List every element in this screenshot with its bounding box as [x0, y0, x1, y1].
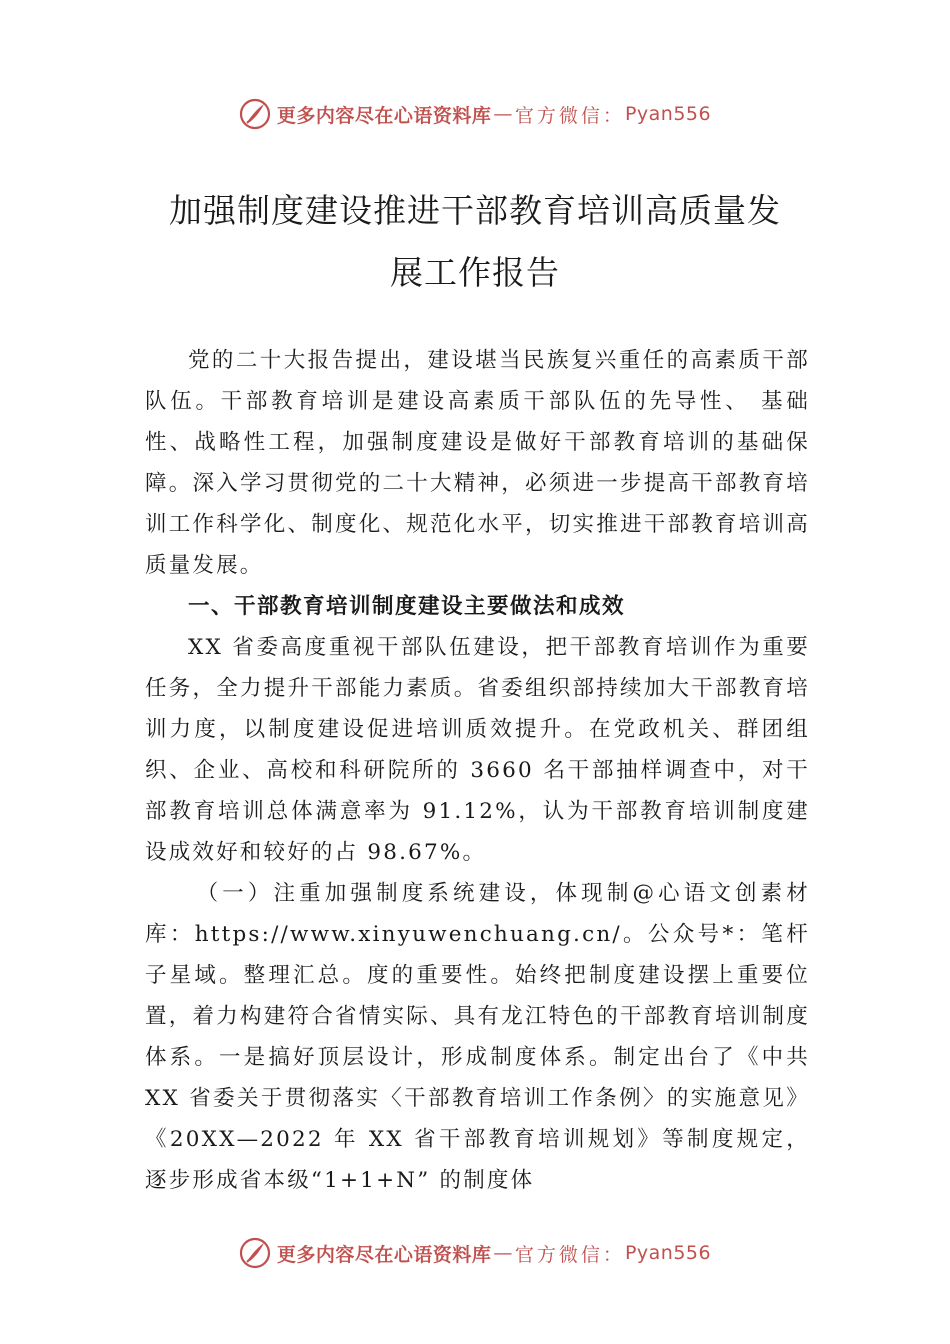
- title-line-1: 加强制度建设推进干部教育培训高质量发: [169, 191, 781, 230]
- feather-pen-logo-icon: [239, 1237, 271, 1269]
- banner-separator: —: [493, 1242, 513, 1264]
- document-title: [100, 180, 850, 304]
- banner-wechat-label: 官方微信：: [514, 104, 625, 127]
- title-line-2: 展工作报告: [390, 253, 560, 292]
- banner-wechat-id: Pyan556: [624, 1242, 712, 1264]
- footer-banner: [0, 1233, 950, 1273]
- paragraph-3: （一）注重加强制度系统建设，体现制@心语文创素材库：https://www.xinyuwenchuang.cn/。公众号*：笔杆子星域。整理汇总。度的重要性。始终把制度建设摆上重要位置，着力构建符合省情实际、具有龙江特色的干部教育培训制度体系。一是搞好顶层设计，形成制度体系。制定出台了《中共 XX 省委关于贯彻落实〈干部教育培训工作条例〉的实施意见》《20XX—2022 年 XX 省干部教育培训规划》等制度规定，逐步形成省本级“1+1+N” 的制度体: [145, 881, 810, 1193]
- intro-paragraph: 党的二十大报告提出，建设堪当民族复兴重任的高素质干部队伍。干部教育培训是建设高素质干部队伍的先导性、 基础性、战略性工程，加强制度建设是做好干部教育培训的基础保障。深入学习贯彻党的二十大精神，必须进一步提高干部教育培训工作科学化、制度化、规范化水平，切实推进干部教育培训高质量发展。: [145, 348, 810, 578]
- document-body: [145, 340, 810, 1201]
- section-heading-1: 一、干部教育培训制度建设主要做法和成效: [188, 594, 626, 619]
- feather-pen-logo-icon: [239, 98, 271, 130]
- paragraph-2: XX 省委高度重视干部队伍建设，把干部教育培训作为重要任务，全力提升干部能力素质。省委组织部持续加大干部教育培训力度，以制度建设促进培训质效提升。在党政机关、群团组织、企业、高校和科研院所的 3660 名干部抽样调查中，对干部教育培训总体满意率为 91.12%，认为干部教育培训制度建设成效好和较好的占 98.67%。: [145, 635, 810, 865]
- banner-wechat-label: 官方微信：: [514, 1243, 625, 1266]
- banner-separator: —: [493, 103, 513, 125]
- banner-wechat-id: Pyan556: [624, 103, 712, 125]
- banner-brand: 更多内容尽在心语资料库: [276, 1243, 492, 1266]
- banner-brand: 更多内容尽在心语资料库: [276, 104, 492, 127]
- header-banner: [0, 94, 950, 134]
